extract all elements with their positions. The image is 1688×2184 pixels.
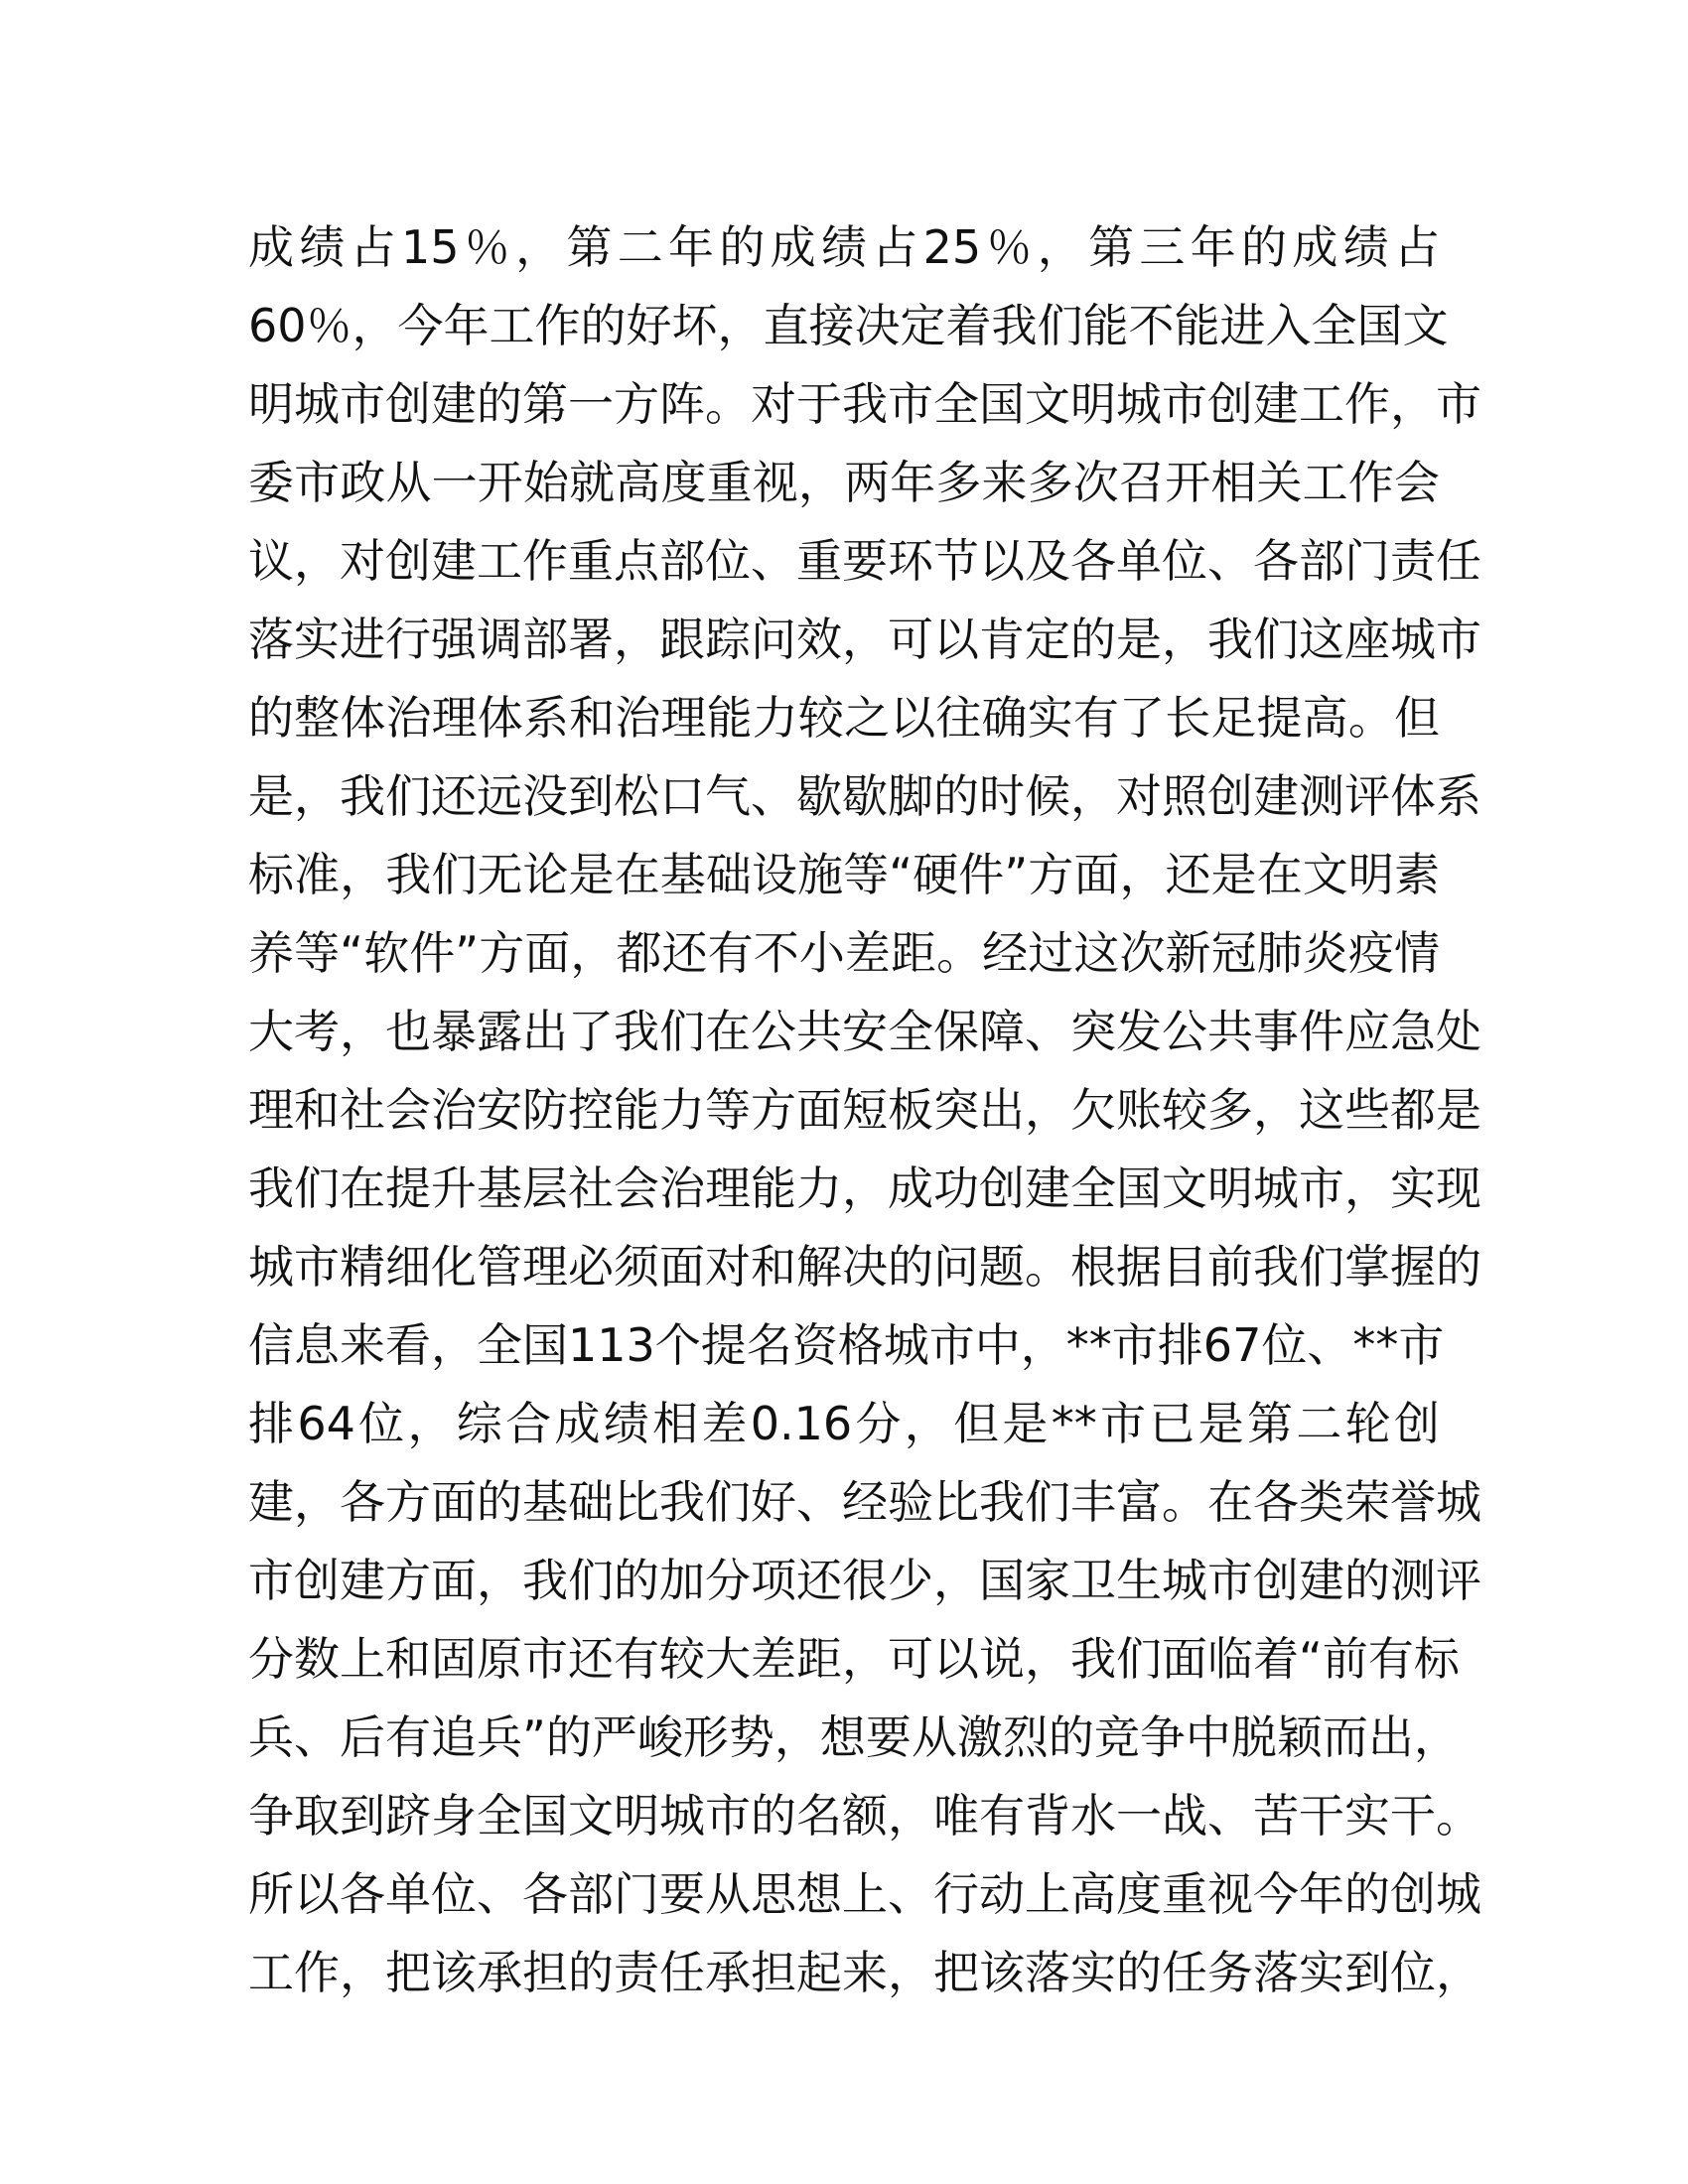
text-line: 我们在提升基层社会治理能力，成功创建全国文明城市，实现	[248, 1161, 1481, 1215]
text-line: 理和社会治安防控能力等方面短板突出，欠账较多，这些都是	[248, 1083, 1481, 1137]
text-line: 是，我们还远没到松口气、歇歇脚的时候，对照创建测评体系	[248, 769, 1481, 823]
text-line: 明城市创建的第一方阵。对于我市全国文明城市创建工作，市	[248, 377, 1481, 431]
text-line: 60％，今年工作的好坏，直接决定着我们能不能进入全国文	[248, 299, 1449, 352]
text-line: 落实进行强调部署，跟踪问效，可以肯定的是，我们这座城市	[248, 613, 1481, 666]
text-line: 所以各单位、各部门要从思想上、行动上高度重视今年的创城	[248, 1867, 1481, 1921]
text-line: 成绩占15％，第二年的成绩占25％，第三年的成绩占	[248, 220, 1440, 274]
text-line: 兵、后有追兵”的严峻形势，想要从激烈的竞争中脱颖而出，	[248, 1710, 1460, 1764]
text-line: 养等“软件”方面，都还有不小差距。经过这次新冠肺炎疫情	[248, 926, 1440, 980]
text-line: 信息来看，全国113个提名资格城市中，**市排67位、**市	[248, 1318, 1445, 1372]
text-line: 市创建方面，我们的加分项还很少，国家卫生城市创建的测评	[248, 1554, 1481, 1607]
text-line: 工作，把该承担的责任承担起来，把该落实的任务落实到位，	[248, 1946, 1481, 1999]
text-line: 标准，我们无论是在基础设施等“硬件”方面，还是在文明素	[248, 848, 1440, 901]
text-line: 排64位，综合成绩相差0.16分，但是**市已是第二轮创	[248, 1397, 1440, 1450]
text-line: 分数上和固原市还有较大差距，可以说，我们面临着“前有标	[248, 1632, 1460, 1686]
text-line: 争取到跻身全国文明城市的名额，唯有背水一战、苦干实干。	[248, 1789, 1481, 1843]
text-line: 建，各方面的基础比我们好、经验比我们丰富。在各类荣誉城	[248, 1475, 1481, 1529]
text-line: 议，对创建工作重点部位、重要环节以及各单位、各部门责任	[248, 534, 1481, 588]
text-line: 城市精细化管理必须面对和解决的问题。根据目前我们掌握的	[248, 1240, 1481, 1294]
text-line: 的整体治理体系和治理能力较之以往确实有了长足提高。但	[248, 691, 1440, 745]
text-line: 大考，也暴露出了我们在公共安全保障、突发公共事件应急处	[248, 1005, 1481, 1058]
text-line: 委市政从一开始就高度重视，两年多来多次召开相关工作会	[248, 456, 1440, 509]
body-paragraph	[248, 208, 1481, 2012]
